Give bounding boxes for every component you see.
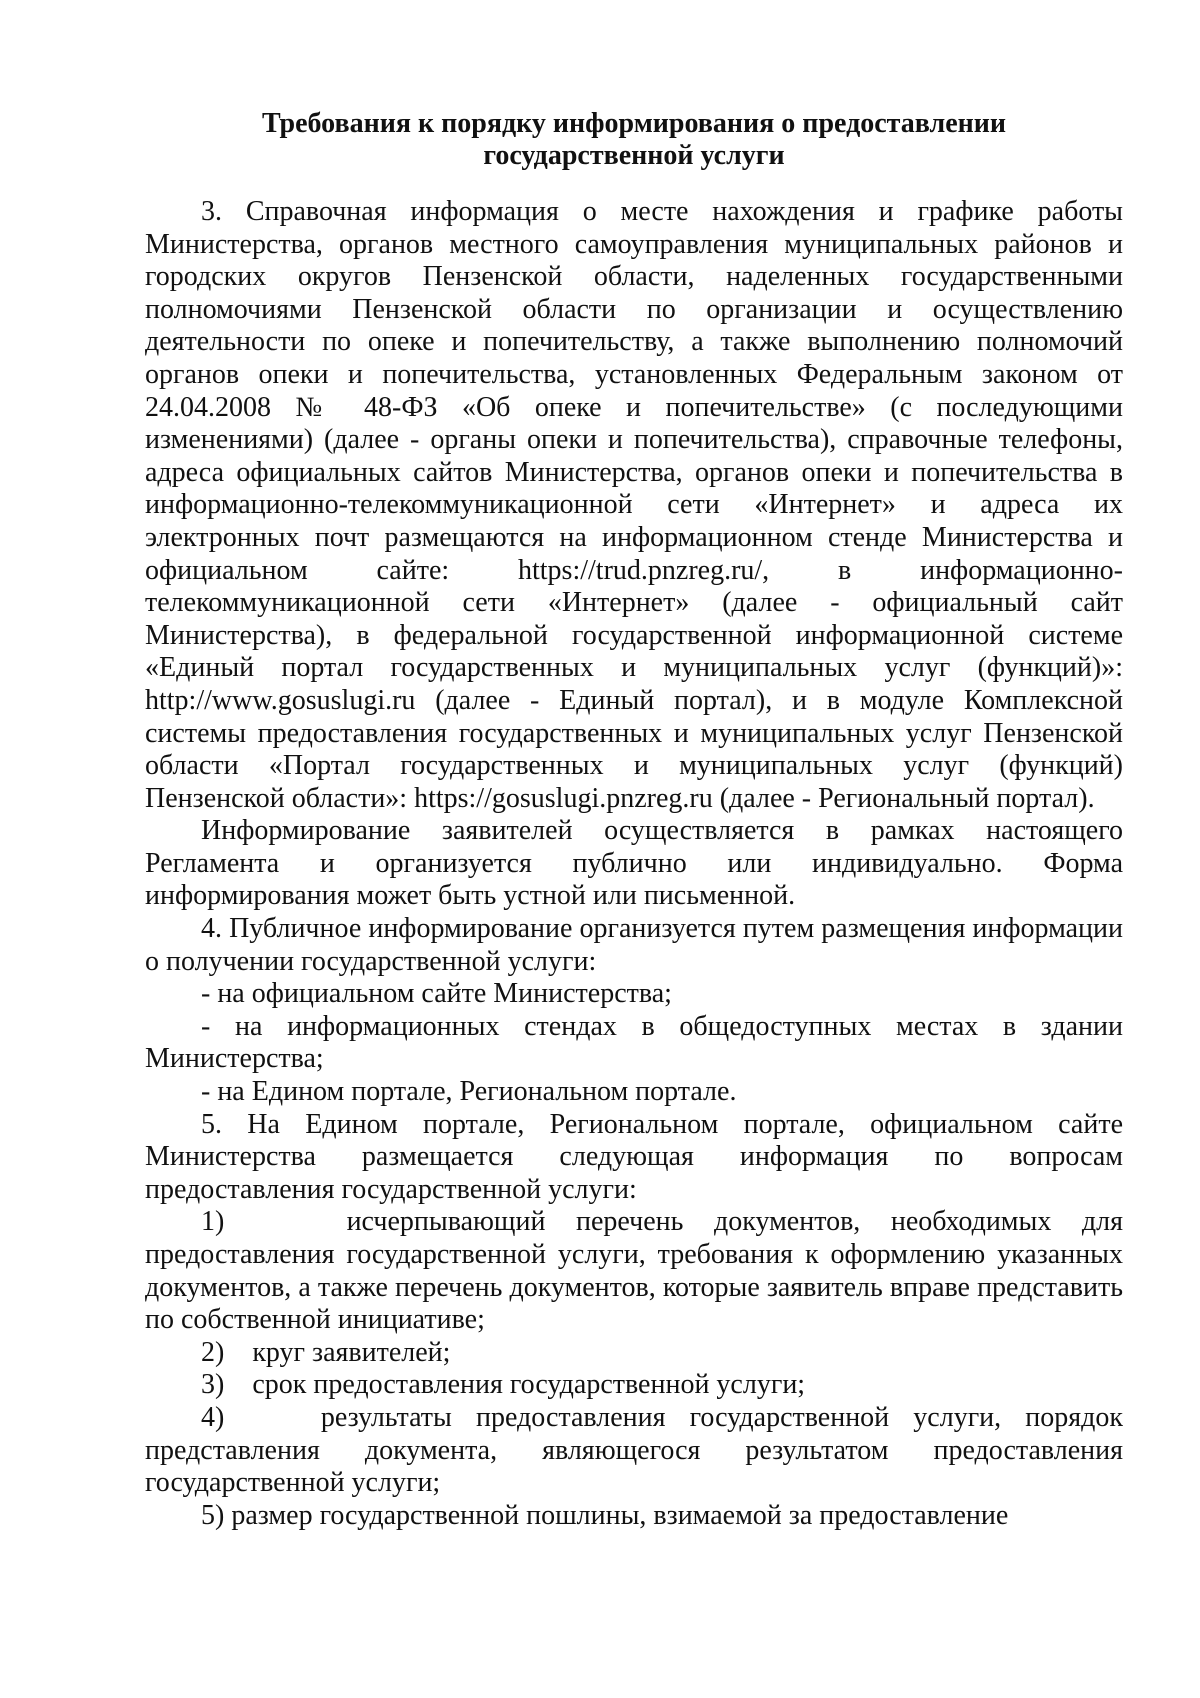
list-item-3-term: 3) срок предоставления государственной услуги;: [201, 1369, 806, 1401]
list-item-portals: - на Едином портале, Региональном портале.: [201, 1076, 737, 1108]
document-page: [145, 108, 1123, 1532]
section-heading-line-1: Требования к порядку информирования о предоставлении: [261, 108, 1007, 139]
list-item-official-site: - на официальном сайте Министерства;: [201, 978, 672, 1010]
section-heading: [145, 108, 1123, 172]
paragraph-informing-applicants: Информирование заявителей осуществляется в рамках настоящего Регламента и организуется публично или индивидуально. Форма информирования может быть устной или письменной.: [145, 815, 1123, 912]
paragraph-4-public-informing: 4. Публичное информирование организуется путем размещения информации о получении государственной услуги:: [145, 913, 1123, 977]
list-item-2-applicants: 2) круг заявителей;: [201, 1336, 451, 1368]
section-heading-line-2: государственной услуги: [483, 140, 785, 171]
list-item-5-state-fee: 5) размер государственной пошлины, взимаемой за предоставление: [201, 1499, 1009, 1531]
list-item-1-documents: 1) исчерпывающий перечень документов, необходимых для предоставления государственной услуги, требования к оформлению указанных документов, а также перечень документов, которые заявитель вправе представить по собственной инициативе;: [145, 1206, 1123, 1336]
paragraph-3-reference-info: 3. Справочная информация о месте нахождения и графике работы Министерства, органов местного самоуправления муниципальных районов и городских округов Пензенской области, наделенных государственными полномочиями Пензенской области по организации и осуществлению деятельности по опеке и попечительству, а также выполнению полномочий органов опеки и попечительства, установленных Федеральным законом от 24.04.2008 № 48-ФЗ «Об опеке и попечительстве» (с последующими изменениями) (далее - органы опеки и попечительства), справочные телефоны, адреса официальных сайтов Министерства, органов опеки и попечительства в информационно-телекоммуникационной сети «Интернет» и адреса их электронных почт размещаются на информационном стенде Министерства и официальном сайте: https://trud.pnzreg.ru/, в информационно-телекоммуникационной сети «Интернет» (далее - официальный сайт Министерства), в федеральной государственной информационной системе «Единый портал государственных и муниципальных услуг (функций)»: http://www.gosuslugi.ru (далее - Единый портал), и в модуле Комплексной системы предоставления государственных и муниципальных услуг Пензенской области «Портал государственных и муниципальных услуг (функций) Пензенской области»: https://gosuslugi.pnzreg.ru (далее - Региональный портал).: [145, 196, 1123, 814]
list-item-info-stands: - на информационных стендах в общедоступных местах в здании Министерства;: [145, 1010, 1123, 1075]
list-item-4-results: 4) результаты предоставления государственной услуги, порядок представления документа, являющегося результатом предоставления государственной услуги;: [145, 1401, 1123, 1499]
paragraph-5-portal-info: 5. На Едином портале, Региональном портале, официальном сайте Министерства размещается следующая информация по вопросам предоставления государственной услуги:: [145, 1108, 1123, 1205]
